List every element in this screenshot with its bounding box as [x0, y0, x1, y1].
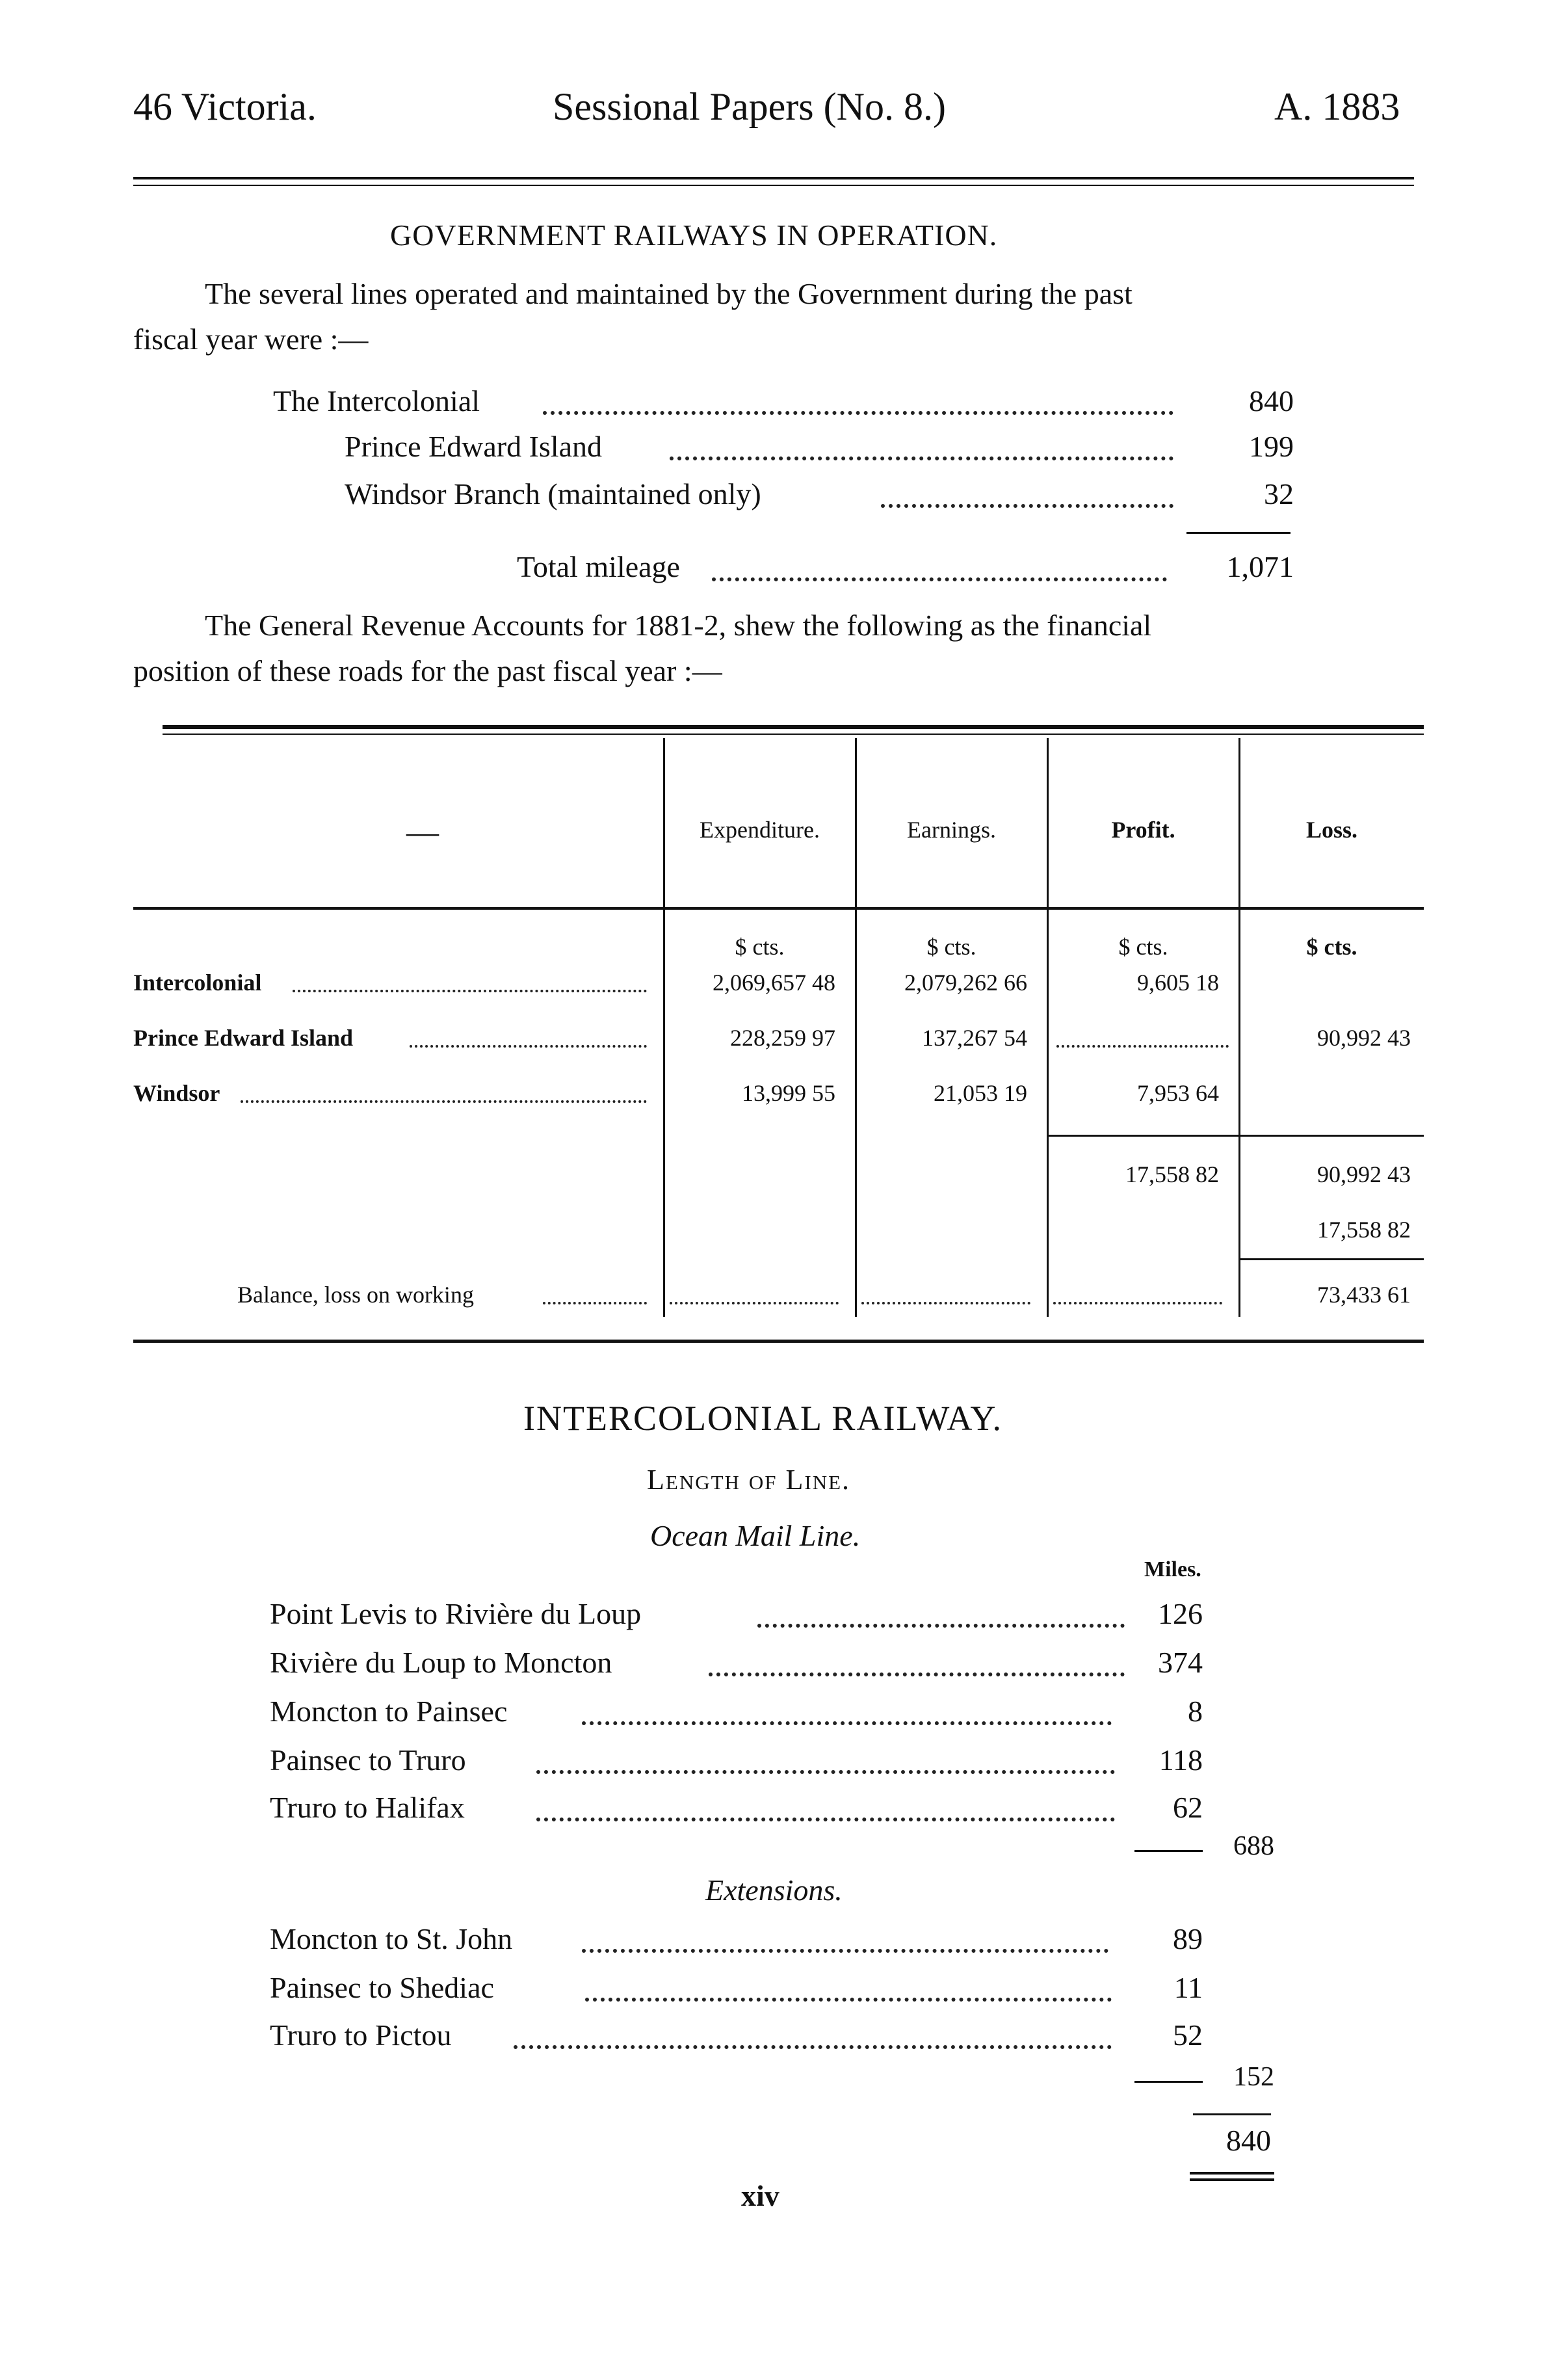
section2-subtitle: Length of Line.: [647, 1464, 851, 1496]
leader-dots: [241, 1100, 647, 1103]
route-label: Point Levis to Rivière du Loup: [270, 1597, 642, 1630]
route-label: Painsec to Shediac: [270, 1971, 494, 2004]
leader-dots: [543, 1302, 647, 1304]
cell-profit: 7,953 64: [1137, 1080, 1219, 1106]
route-miles: 126: [1158, 1597, 1203, 1630]
empty-dots: [861, 1302, 1030, 1304]
route-miles: 8: [1188, 1695, 1203, 1728]
leader-dots: [582, 1949, 1108, 1953]
line-miles: 199: [1249, 430, 1294, 463]
loss-less-profit: 17,558 82: [1317, 1217, 1411, 1243]
route-miles: 89: [1173, 1922, 1203, 1955]
table-top-rule-thin: [163, 734, 1424, 735]
route-miles: 118: [1159, 1743, 1203, 1777]
route-label: Truro to Halifax: [270, 1791, 465, 1824]
grand-total-rule: [1193, 2113, 1271, 2115]
table-top-rule: [163, 725, 1424, 729]
empty-dots: [1053, 1302, 1222, 1304]
cell-profit: 9,605 18: [1137, 970, 1219, 996]
route-label: Moncton to Painsec: [270, 1695, 508, 1728]
miles-heading: Miles.: [1144, 1557, 1201, 1581]
intro-line1: The several lines operated and maintained by the Government during the past: [205, 277, 1133, 310]
leader-dots: [712, 577, 1167, 581]
route-label: Rivière du Loup to Moncton: [270, 1646, 612, 1679]
empty-dots: [670, 1302, 839, 1304]
cell-expenditure: 13,999 55: [742, 1080, 835, 1106]
leader-dots: [582, 1721, 1112, 1725]
revenue-line2: position of these roads for the past fiscal year :—: [133, 654, 722, 687]
header-profit: Profit.: [1111, 817, 1175, 843]
cell-earnings: 2,079,262 66: [904, 970, 1027, 996]
header-expenditure: Expenditure.: [700, 817, 820, 843]
ocean-total: 688: [1233, 1831, 1274, 1861]
table-bottom-rule: [133, 1340, 1424, 1343]
route-label: Painsec to Truro: [270, 1743, 466, 1777]
leader-dots: [881, 504, 1173, 508]
leader-dots: [709, 1673, 1125, 1676]
cell-earnings: 137,267 54: [922, 1025, 1027, 1051]
leader-dots: [410, 1045, 647, 1048]
header-center: Sessional Papers (No. 8.): [553, 85, 946, 128]
line-label: The Intercolonial: [273, 384, 480, 417]
total-mileage: 1,071: [1226, 550, 1294, 583]
header-rule: [133, 177, 1414, 179]
route-miles: 374: [1158, 1646, 1203, 1679]
header-loss: Loss.: [1305, 817, 1358, 843]
leader-dots: [543, 411, 1173, 415]
row-label: Windsor: [133, 1080, 220, 1106]
sum-rule: [1186, 532, 1291, 534]
leader-dots: [670, 456, 1173, 460]
header-earnings: Earnings.: [907, 817, 996, 843]
cell-earnings: 21,053 19: [934, 1080, 1027, 1106]
profit-total: 17,558 82: [1125, 1161, 1219, 1187]
section1-title: GOVERNMENT RAILWAYS IN OPERATION.: [390, 218, 998, 252]
subtotal-dash: [1134, 1850, 1203, 1852]
subtotal-rule: [1048, 1135, 1424, 1137]
balance-rule: [1240, 1258, 1424, 1260]
ext-total: 152: [1233, 2062, 1274, 2092]
intro-line2: fiscal year were :—: [133, 323, 369, 356]
empty-dots: [1056, 1045, 1229, 1048]
route-label: Moncton to St. John: [270, 1922, 513, 1955]
revenue-line1: The General Revenue Accounts for 1881-2, shew the following as the financial: [205, 609, 1152, 642]
leader-dots: [536, 1818, 1115, 1821]
route-miles: 62: [1173, 1791, 1203, 1824]
leader-dots: [293, 990, 647, 992]
unit-earnings: $ cts.: [926, 934, 976, 960]
row-header-dash: —: [406, 813, 439, 850]
header-left: 46 Victoria.: [133, 85, 317, 128]
line-label: Windsor Branch (maintained only): [345, 477, 761, 510]
line-label: Prince Edward Island: [345, 430, 602, 463]
header-right: A. 1883: [1274, 85, 1400, 128]
section2-title: INTERCOLONIAL RAILWAY.: [523, 1399, 1002, 1438]
leader-dots: [536, 1770, 1115, 1774]
leader-dots: [585, 1998, 1112, 2002]
grand-total: 840: [1226, 2124, 1271, 2157]
subtotal-dash: [1134, 2081, 1203, 2083]
header-rule-thin: [133, 185, 1414, 186]
line-miles: 32: [1264, 477, 1294, 510]
ext-heading: Extensions.: [705, 1873, 843, 1907]
ocean-heading: Ocean Mail Line.: [650, 1519, 861, 1552]
double-rule-1: [1190, 2172, 1274, 2175]
balance-label: Balance, loss on working: [237, 1282, 474, 1308]
route-label: Truro to Pictou: [270, 2018, 452, 2052]
cell-loss: 90,992 43: [1317, 1025, 1411, 1051]
unit-loss: $ cts.: [1306, 934, 1357, 960]
loss-total: 90,992 43: [1317, 1161, 1411, 1187]
double-rule-2: [1190, 2178, 1274, 2181]
total-label: Total mileage: [517, 550, 680, 583]
route-miles: 11: [1173, 1971, 1203, 2004]
leader-dots: [757, 1624, 1125, 1628]
page-number: xiv: [741, 2179, 780, 2212]
line-miles: 840: [1249, 384, 1294, 417]
row-label: Intercolonial: [133, 970, 262, 996]
header-bottom-rule: [133, 907, 1424, 910]
balance-value: 73,433 61: [1317, 1282, 1411, 1308]
cell-expenditure: 2,069,657 48: [713, 970, 835, 996]
route-miles: 52: [1173, 2018, 1203, 2052]
row-label: Prince Edward Island: [133, 1025, 354, 1051]
cell-expenditure: 228,259 97: [730, 1025, 835, 1051]
unit-expenditure: $ cts.: [735, 934, 785, 960]
leader-dots: [514, 2045, 1112, 2049]
unit-profit: $ cts.: [1118, 934, 1168, 960]
